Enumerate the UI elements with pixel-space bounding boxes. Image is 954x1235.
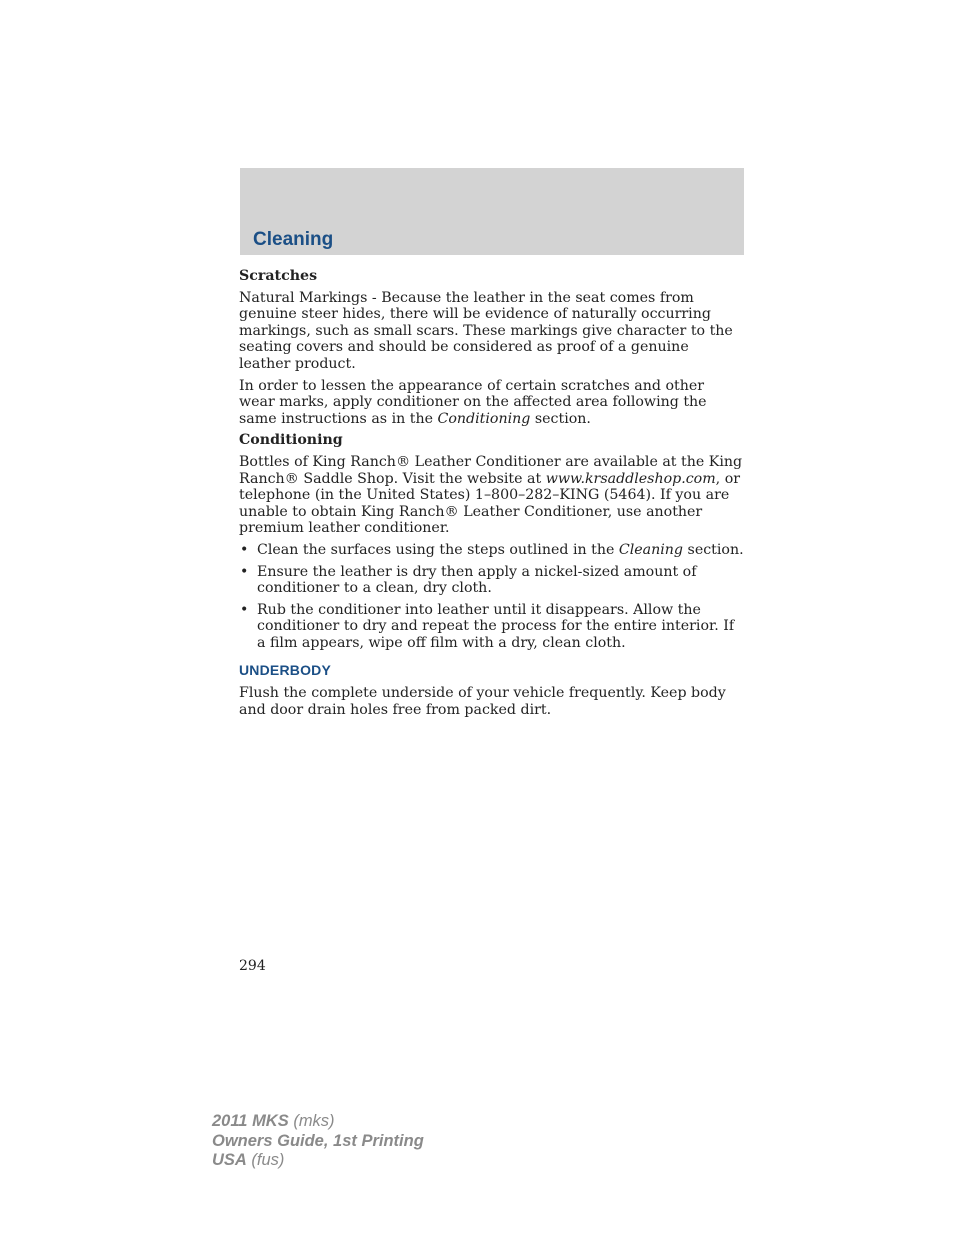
conditioning-reference: Conditioning [437,410,531,427]
bullet-icon: • [240,541,249,558]
footer-market-code: (fus) [246,1151,285,1169]
section-header-band [240,168,744,255]
text-run: section. [683,541,744,558]
text-run: Bottles of King Ranch® Leather Conditioner are available at the King Ranch® Saddle Shop. Visit the website at [239,453,743,487]
footer-model-code: (mks) [288,1112,335,1130]
page-content [239,268,744,723]
text-run: , or telephone (in the United States) 1–800–282–KING (5464). If you are unable to obtain King Ranch® Leather Conditioner, use another premium leather conditioner. [239,470,741,537]
cleaning-reference: Cleaning [618,541,684,558]
website-url: www.krsaddleshop.com [545,470,716,487]
footer-imprint [212,1112,424,1171]
list-item [239,542,744,559]
scratches-paragraph-1: Natural Markings - Because the leather in the seat comes from genuine steer hides, there will be evidence of naturally occurring markings, such as small scars. These markings give character to the seating covers and should be considered as proof of a genuine leather product. [239,289,733,372]
conditioning-steps-list [239,542,744,652]
list-item [239,602,744,652]
footer-market: USA [212,1151,247,1169]
text-run: Clean the surfaces using the steps outlined in the [257,541,619,558]
section-title: Cleaning [253,229,334,250]
scratches-heading: Scratches [239,268,318,284]
underbody-heading: UNDERBODY [239,662,332,679]
text-run: Ensure the leather is dry then apply a nickel-sized amount of conditioner to a clean, dry cloth. [257,563,697,597]
conditioning-paragraph [239,454,744,537]
page-number: 294 [239,958,266,974]
bullet-icon: • [240,563,249,580]
footer-line-1 [212,1112,424,1132]
footer-line-3 [212,1151,424,1171]
underbody-paragraph: Flush the complete underside of your vehicle frequently. Keep body and door drain holes free from packed dirt. [239,685,726,718]
text-run: Rub the conditioner into leather until it disappears. Allow the conditioner to dry and repeat the process for the entire interior. If a film appears, wipe off film with a dry, clean cloth. [257,601,735,651]
footer-edition: Owners Guide, 1st Printing [212,1131,424,1150]
scratches-paragraph-2 [239,378,744,428]
bullet-icon: • [240,601,249,618]
footer-model: 2011 MKS [212,1112,289,1130]
list-item [239,564,744,597]
conditioning-heading: Conditioning [239,432,343,449]
footer-line-2 [212,1132,424,1152]
text-run: In order to lessen the appearance of certain scratches and other wear marks, apply conditioner on the affected area following the same instructions as in the [239,377,707,427]
text-run: section. [530,410,591,427]
